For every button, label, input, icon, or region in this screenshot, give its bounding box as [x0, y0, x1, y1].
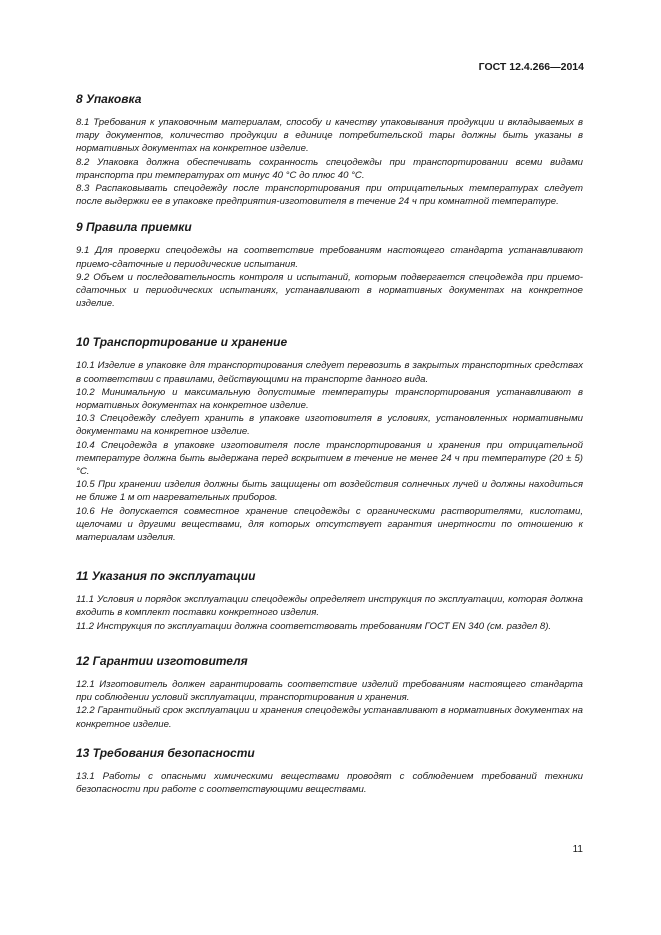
- paragraph: 8.1 Требования к упаковочным материалам, способу и качеству упаковывания продукции и вкладываемых в тару документов, количество продукции в единице потребительской тары должны быть указаны в нормативных документах на конкретное изделие.: [76, 117, 583, 155]
- section-8: [76, 92, 583, 208]
- paragraph: 8.3 Распаковывать спецодежду после транспортирования при отрицательных температурах следует после выдержки ее в упаковке предприятия-изготовителя в течение 24 ч при комнатной температуре.: [76, 183, 583, 208]
- paragraph: 10.6 Не допускается совместное хранение спецодежды с органическими растворителями, кислотами, щелочами и другими веществами, для которых отсутствует гарантия инертности по отношению к материалам изделия.: [76, 505, 583, 544]
- paragraph: 11.2 Инструкция по эксплуатации должна соответствовать требованиям ГОСТ EN 340 (см. раздел 8).: [76, 620, 552, 632]
- section-title: 8 Упаковка: [76, 92, 142, 106]
- paragraph: 9.2 Объем и последовательность контроля и испытаний, которым подвергается спецодежда при приемо-сдаточных и периодических испытаниях, устанавливают в нормативных документах на конкретное изделие.: [76, 271, 583, 310]
- section-9: [76, 220, 583, 310]
- paragraph: 13.1 Работы с опасными химическими веществами проводят с соблюдением требований техники безопасности при работе с соответствующими веществами.: [76, 770, 583, 795]
- paragraph: 8.2 Упаковка должна обеспечивать сохранность спецодежды при транспортировании всеми видами транспорта при температурах от минус 40 °С до плюс 40 °С.: [76, 156, 583, 181]
- paragraph: 10.1 Изделие в упаковке для транспортирования следует перевозить в закрытых транспортных средствах в соответствии с правилами, действующими на транспорте данного вида.: [76, 360, 583, 385]
- paragraph: 12.2 Гарантийный срок эксплуатации и хранения спецодежды устанавливают в нормативных документах на конкретное изделие.: [76, 705, 583, 730]
- section-12: [76, 654, 583, 731]
- section-title: 12 Гарантии изготовителя: [76, 653, 248, 668]
- paragraph: 10.4 Спецодежда в упаковке изготовителя после транспортирования и хранения при отрицательной температуре должна быть выдержана перед вскрытием в течение не менее 24 ч при температуре (20 ± 5) °С.: [76, 439, 583, 478]
- section-title: 9 Правила приемки: [76, 220, 192, 235]
- section-title: 10 Транспортирование и хранение: [76, 335, 288, 350]
- page-number: 11: [572, 844, 583, 855]
- section-13: [76, 746, 583, 796]
- paragraph: 9.1 Для проверки спецодежды на соответствие требованиям настоящего стандарта устанавливают приемо-сдаточные и периодические испытания.: [76, 245, 583, 270]
- paragraph: 11.1 Условия и порядок эксплуатации спецодежды определяет инструкция по эксплуатации, которая должна входить в комплект поставки конкретного изделия.: [76, 594, 583, 619]
- section-11: [76, 569, 583, 633]
- paragraph: 12.1 Изготовитель должен гарантировать соответствие изделий требованиям настоящего стандарта при соблюдении условий эксплуатации, транспортирования и хранения.: [76, 678, 583, 704]
- paragraph: 10.2 Минимальную и максимальную допустимые температуры транспортирования устанавливают в нормативных документах на конкретное изделие.: [76, 386, 583, 412]
- section-title: 11 Указания по эксплуатации: [76, 569, 256, 584]
- section-10: [76, 335, 583, 544]
- section-title: 13 Требования безопасности: [76, 745, 255, 760]
- document-body: [76, 92, 583, 796]
- paragraph: 10.3 Спецодежду следует хранить в упаковке изготовителя в условиях, установленных нормативными документами на конкретное изделие.: [76, 413, 583, 438]
- paragraph: 10.5 При хранении изделия должны быть защищены от воздействия солнечных лучей и должны находиться не ближе 1 м от нагревательных приборов.: [76, 479, 583, 504]
- document-header: ГОСТ 12.4.266—2014: [478, 61, 584, 73]
